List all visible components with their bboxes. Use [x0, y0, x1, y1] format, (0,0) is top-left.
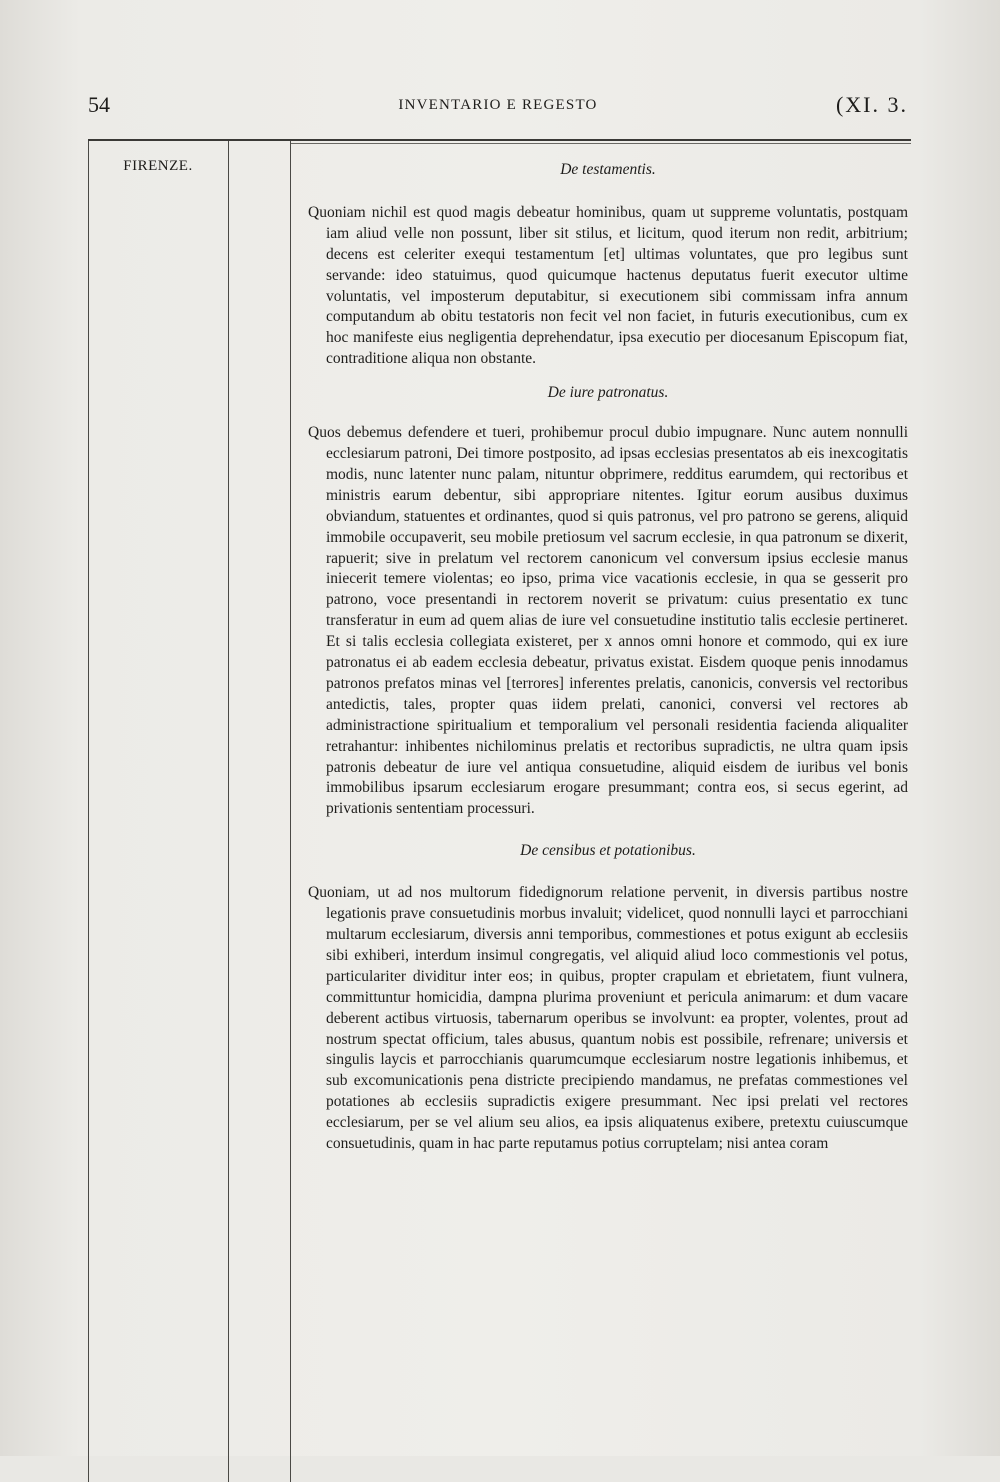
top-rule-secondary: [290, 143, 911, 144]
page-number: 54: [88, 92, 110, 117]
paragraph-iure-patronatus: Quos debemus defendere et tueri, prohibemur procul dubio impugnare. Nunc autem nonnulli ecclesiarum patroni, Dei timore postposito, ad ipsas ecclesias presentatos ab eis inexcogitatis modis, nunc latenter nunc palam, nituntur obprimere, redditus earumdem, qui rectoribus et ministris earum debentur, sibi appropriare nitentes. Igitur eorum ausibus duximus obviandum, statuentes et ordinantes, quod si quis patronus, vel pro patrono se gerens, aliquid immobile occupaverit, seu mobile pretiosum vel sacrum ecclesie, in qua patronum se dixerit, rapuerit; sive in prelatum vel rectorem canonicum vel conversum ipsius ecclesie manus iniecerit temere violentas; eo ipso, prima vice vacationis ecclesie, in qua se gesserit pro patrono, voce presentandi in rectorem noverit se privatum: cuius presentatio ex tunc transferatur in eum ad quem alias de iure vel consuetudine institutio talis ecclesie pertineret. Et si talis ecclesia collegiata existeret, per x annos omni honore et commodo, qui ex iure patronatus ei ab eadem ecclesia debeatur, privatus existat. Eisdem quoque penis innodamus patronos prefatos minas vel [terrores] inferentes prelatis, canonicis, conversis vel rectoribus antedictis, tales, propter quas iidem prelati, canonici, conversi vel rectores ab administractione spiritualium et temporalium vel personali residentia facienda aliqualiter retrahantur: inhibentes nichilominus prelatis et rectoribus supradictis, ne ultra quam ipsis patronis debeatur de iure vel antiqua consuetudine, aliquid eisdem de iuribus vel bonis immobilibus ipsarum ecclesiarum erogare presummant; contra eos, si secus egerint, ad privationis sententiam processuri.: [308, 424, 908, 818]
section-heading-censibus: De censibus et potationibus.: [520, 842, 696, 860]
column-rule-left: [88, 141, 89, 1482]
column-rule-middle: [228, 141, 229, 1482]
section-reference: (XI. 3.: [835, 92, 908, 117]
paragraph-censibus: Quoniam, ut ad nos multorum fidedignorum relatione pervenit, in diversis partibus nostre legationis prave consuetudinis morbus invaluit; videlicet, quod nonnulli layci et parrocchiani multarum ecclesiarum, diversis anni temporibus, commestiones et potus exigunt ab ecclesiis sibi exhiberi, interdum insimul congregatis, vel aliquid aliud loco commestionis vel potus, particulariter dividitur inter eos; in quibus, propter crapulam et ebrietatem, fiunt vulnera, committuntur homicidia, dampna plurima proveniunt et pericula animarum: et dum vacare deberent actibus virtuosis, tabernarum operibus se involvunt: ea propter, volentes, prout ad nostrum spectat officium, tales abusus, quantum nobis est possibile, refrenare; universis et singulis laycis et parrocchianis quarumcumque ecclesiarum nostre legationis inhibemus, et sub excomunicationis pena districte precipiendo mandamus, ne prefatas commestiones vel potationes ab ecclesiis supradictis exigere presummant. Nec ipsi prelati vel rectores ecclesiarum, per se vel alium seu alios, ea ipsis aliquatenus exibere, pretextu cuiuscumque consuetudinis, quam in hac parte reputamus potius corruptelam; nisi antea coram: [308, 884, 908, 1153]
top-rule: [88, 139, 911, 141]
margin-column: [88, 158, 228, 175]
main-text: [308, 160, 908, 1155]
paragraph-testamentis: Quoniam nichil est quod magis debeatur hominibus, quam ut suppreme voluntatis, postquam iam aliud velle non possunt, liber sit stilus, et licitum, quod iterum non redit, arbitrium; decens est celeriter exequi testamentum [et] ultimas voluntates, que pro legibus sunt servande: ideo statuimus, quod quicumque hactenus deputatus fuerit executor ultime voluntatis, vel imposterum deputabitur, si executionem sibi commissam infra annum computandum ab obitu testatoris non fecit vel non faciet, in futuris executionibus, cum ex hoc manifeste eius negligentia deprehendatur, ipsa executio per diocesanum Episcopum fiat, contraditione aliqua non obstante.: [308, 203, 908, 368]
running-title: INVENTARIO E REGESTO: [398, 97, 598, 113]
page-header: [88, 92, 908, 122]
place-name: FIRENZE.: [123, 158, 193, 174]
column-rule-right: [290, 141, 291, 1482]
section-heading-testamentis: De testamentis.: [560, 161, 656, 178]
section-heading-iure-patronatus: De iure patronatus.: [547, 384, 669, 402]
